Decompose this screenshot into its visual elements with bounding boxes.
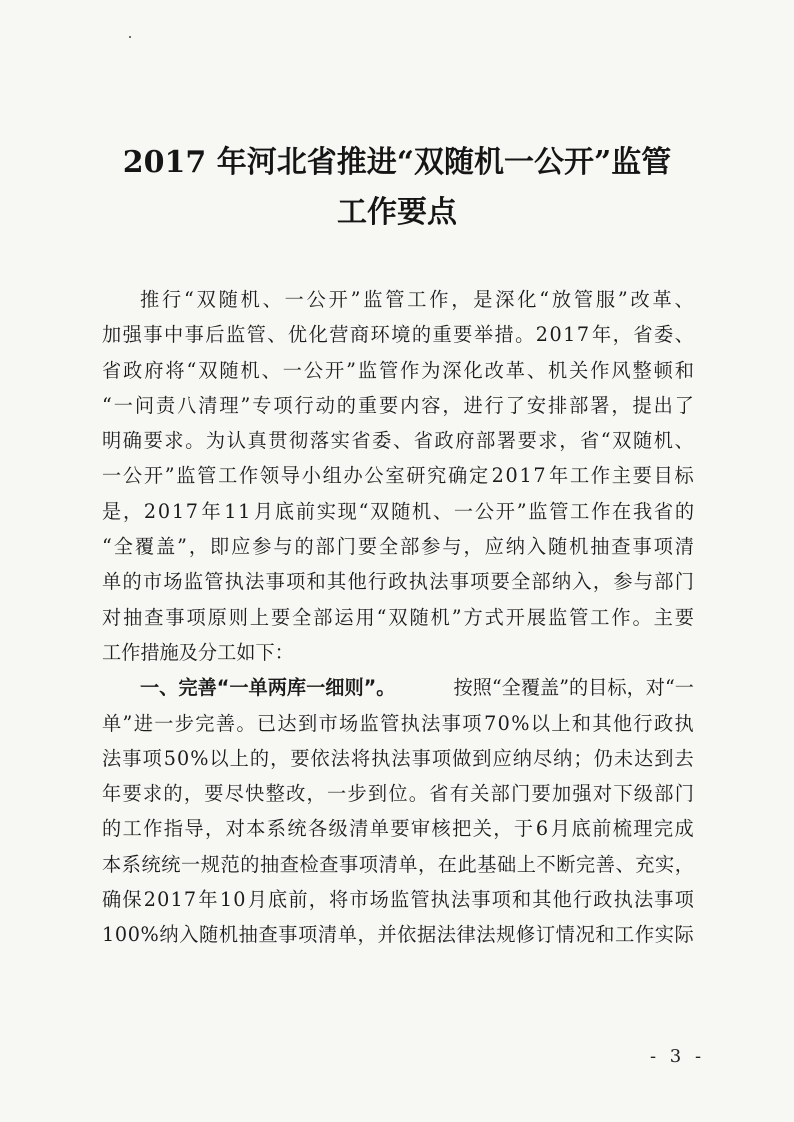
- scan-speck: [129, 36, 131, 38]
- paragraph-line: 单 的 市 场 监 管 执 法 事 项 和 其 他 行 政 执 法 事 项 要 全 部 纳 入 ， 参 与 部 门: [102, 570, 694, 594]
- paragraph-line: 的 工 作 指 导 ， 对 本 系 统 各 级 清 单 要 审 核 把 关 ， 于 6 月 底 前 梳 理 完 成: [102, 817, 694, 841]
- paragraph-line: 工作措施及分工如下：: [102, 640, 294, 664]
- page-number: - 3 -: [650, 1046, 706, 1067]
- paragraph-line: 省 政 府 将 “ 双 随 机 、 一 公 开 ” 监 管 作 为 深 化 改 革 、 机 关 作 风 整 顿 和: [102, 358, 694, 382]
- paragraph-line: 明 确 要 求 。 为 认 真 贯 彻 落 实 省 委 、 省 政 府 部 署 要 求 ， 省 “ 双 随 机 、: [102, 429, 694, 453]
- paragraph-line: 1 0 0 % 纳 入 随 机 抽 查 事 项 清 单 ， 并 依 据 法 律 法 规 修 订 情 况 和 工 作 实 际: [102, 923, 694, 947]
- paragraph-line: 本 系 统 统 一 规 范 的 抽 查 检 查 事 项 清 单 ， 在 此 基 础 上 不 断 完 善 、 充 实 ，: [102, 852, 694, 876]
- paragraph-line: “ 一 问 责 八 清 理 ” 专 项 行 动 的 重 要 内 容 ， 进 行 了 安 排 部 署 ， 提 出 了: [102, 393, 694, 417]
- paragraph-line: 单 ” 进 一 步 完 善 。 已 达 到 市 场 监 管 执 法 事 项 7 0 % 以 上 和 其 他 行 政 执: [102, 711, 694, 735]
- paragraph-line: 推 行 “ 双 随 机 、 一 公 开 ” 监 管 工 作 ， 是 深 化 “ 放 管 服 ” 改 革 、: [140, 288, 694, 311]
- paragraph-line: 年 要 求 的 ， 要 尽 快 整 改 ， 一 步 到 位 。 省 有 关 部 门 要 加 强 对 下 级 部 门: [102, 782, 694, 806]
- document-title-line-2: 工作要点: [337, 195, 457, 230]
- paragraph-line: 加 强 事 中 事 后 监 管 、 优 化 营 商 环 境 的 重 要 举 措 。 2 0 1 7 年 ， 省 委 、: [102, 323, 694, 347]
- paragraph-line: “ 全 覆 盖 ” ， 即 应 参 与 的 部 门 要 全 部 参 与 ， 应 纳 入 随 机 抽 查 事 项 清: [102, 535, 694, 559]
- paragraph-line: 确 保 2 0 1 7 年 1 0 月 底 前 ， 将 市 场 监 管 执 法 事 项 和 其 他 行 政 执 法 事 项: [102, 888, 694, 912]
- paragraph-line: 一 公 开 ” 监 管 工 作 领 导 小 组 办 公 室 研 究 确 定 2 0 1 7 年 工 作 主 要 目 标: [102, 464, 694, 488]
- paragraph-line: 法 事 项 5 0 % 以 上 的 ， 要 依 法 将 执 法 事 项 做 到 应 纳 尽 纳 ； 仍 未 达 到 去: [102, 746, 694, 770]
- paragraph-line: 对 抽 查 事 项 原 则 上 要 全 部 运 用 “ 双 随 机 ” 方 式 开 展 监 管 工 作 。 主 要: [102, 605, 694, 629]
- paragraph-line: 是 ， 2 0 1 7 年 1 1 月 底 前 实 现 “ 双 随 机 、 一 公 开 ” 监 管 工 作 在 我 省 的: [102, 499, 694, 523]
- section-heading-line: [102, 670, 694, 705]
- section-heading: 一、完善“一单两库一细则”。: [140, 676, 396, 700]
- document-body: [102, 282, 694, 953]
- section-heading-rest: 按照“全覆盖”的目标，对“一: [453, 676, 694, 700]
- document-title-line-1: 2017 年河北省推进“双随机一公开”监管: [122, 145, 672, 180]
